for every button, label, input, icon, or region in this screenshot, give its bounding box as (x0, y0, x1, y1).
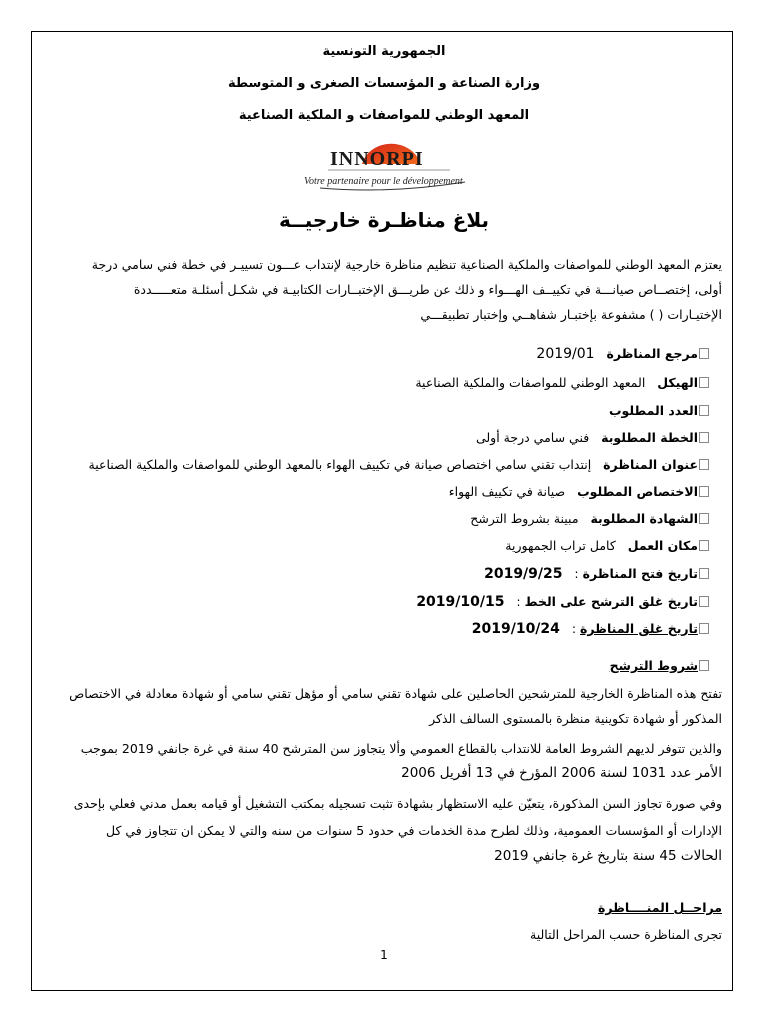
field-label: عنوان المناظرة (603, 457, 698, 472)
date-value: 2019/9/25 (484, 566, 563, 582)
checkbox-icon (699, 540, 709, 551)
page-number: 1 (380, 948, 388, 962)
conditions-heading (610, 658, 709, 673)
field-workplace (505, 538, 709, 553)
intro-line-1: يعتزم المعهد الوطني للمواصفات والملكية الصناعية تنظيم مناظرة خارجية لإنتداب عـــون تسييـر في خطة فني سامي درجة (91, 257, 722, 272)
conditions-line-4: الأمر عدد 1031 لسنة 2006 المؤرخ في 13 أفريل 2006 (401, 765, 722, 781)
field-specialty (449, 484, 709, 499)
field-value: المعهد الوطني للمواصفات والملكية الصناعية (415, 375, 646, 390)
checkbox-icon (699, 348, 709, 359)
date-online-closing: تاريخ غلق الترشح على الخط : 2019/10/15 (416, 594, 709, 610)
header-institute: المعهد الوطني للمواصفات و الملكية الصناعية (238, 108, 530, 123)
innorpi-logo (300, 136, 472, 196)
field-label: العدد المطلوب (608, 403, 698, 418)
field-label: مكان العمل (627, 538, 698, 553)
checkbox-icon (699, 459, 709, 470)
intro-line-2: أولى، إختصــاص صيانـــة في تكييــف الهـــواء و ذلك عن طريـــق الإختبــارات الكتابيـة في شكـل أسئلـة متعـــــددة (133, 282, 722, 297)
field-value: مبينة بشروط الترشح (470, 511, 579, 526)
conditions-line-5: وفي صورة تجاوز السن المذكورة، يتعيّن عليه الاستظهار بشهادة تثبت تسجيله بمكتب التشغيل أو قيامه بعمل مدني فعلي بإحدى (73, 796, 722, 811)
intro-line-3: الإختيـارات ( ) مشفوعة بإختبـار شفاهــي وإختبار تطبيقـــي (420, 307, 722, 322)
conditions-line-7: الحالات 45 سنة بتاريخ غرة جانفي 2019 (494, 848, 722, 864)
field-diploma (470, 511, 709, 526)
checkbox-icon (699, 660, 709, 671)
date-value: 2019/10/15 (416, 594, 505, 610)
date-closing: تاريخ غلق المناظرة : 2019/10/24 (472, 621, 709, 637)
date-label: تاريخ غلق المناظرة (580, 621, 698, 636)
header-republic: الجمهورية التونسية (322, 44, 446, 59)
checkbox-icon (699, 486, 709, 497)
conditions-line-3: والذين تتوفر لديهم الشروط العامة للانتداب بالقطاع العمومي وألا يتجاوز سن المترشح 40 سنة في غرة جانفي 2019 بموجب (80, 741, 722, 756)
field-value: فني سامي درجة أولى (475, 430, 590, 445)
conditions-line-2: المذكور أو شهادة تكوينية منظرة بالمستوى السالف الذكر (429, 711, 722, 726)
header-ministry: وزارة الصناعة و المؤسسات الصغرى و المتوسطة (227, 76, 541, 91)
logo-name: INNORPI (330, 148, 424, 170)
stages-text: تجرى المناظرة حسب المراحل التالية (530, 927, 722, 942)
checkbox-icon (699, 568, 709, 579)
field-value: 2019/01 (536, 346, 595, 362)
field-position (476, 430, 709, 445)
conditions-line-6: الإدارات أو المؤسسات العمومية، وذلك لطرح مدة الخدمات في حدود 5 سنوات من سنه والتي لا يمكن ان تتجاوز في كل (106, 823, 722, 838)
logo-slogan: Votre partenaire pour le développement (304, 176, 463, 187)
field-competition-title (89, 457, 709, 472)
date-opening: تاريخ فتح المناظرة : 2019/9/25 (484, 566, 709, 582)
checkbox-icon (699, 405, 709, 416)
field-label: الاختصاص المطلوب (577, 484, 698, 499)
checkbox-icon (699, 596, 709, 607)
field-value: كامل تراب الجمهورية (505, 538, 616, 553)
field-structure (415, 375, 709, 390)
checkbox-icon (699, 623, 709, 634)
date-label: تاريخ غلق الترشح على الخط (524, 594, 698, 609)
field-value: إنتداب تقني سامي اختصاص صيانة في تكييف الهواء بالمعهد الوطني للمواصفات والملكية الصناعية (88, 457, 592, 472)
section-heading: شروط الترشح (609, 658, 698, 673)
conditions-line-1: تفتح هذه المناظرة الخارجية للمترشحين الحاصلين على شهادة تقني سامي أو مؤهل تقني سامي أو شهادة معادلة في الاختصاص (69, 686, 722, 701)
field-label: مرجع المناظرة (606, 346, 698, 361)
field-label: الشهادة المطلوبة (590, 511, 698, 526)
field-count (609, 403, 709, 418)
stages-heading: مراحــل المنــــاظرة (597, 900, 722, 915)
date-value: 2019/10/24 (471, 621, 560, 637)
field-label: الخطة المطلوبة (601, 430, 698, 445)
field-value: صيانة في تكييف الهواء (448, 484, 566, 499)
checkbox-icon (699, 377, 709, 388)
checkbox-icon (699, 432, 709, 443)
date-label: تاريخ فتح المناظرة (582, 566, 698, 581)
checkbox-icon (699, 513, 709, 524)
field-label: الهيكل (657, 375, 698, 390)
field-reference (536, 346, 709, 362)
announcement-title: بلاغ مناظـرة خارجيــة (278, 208, 490, 232)
